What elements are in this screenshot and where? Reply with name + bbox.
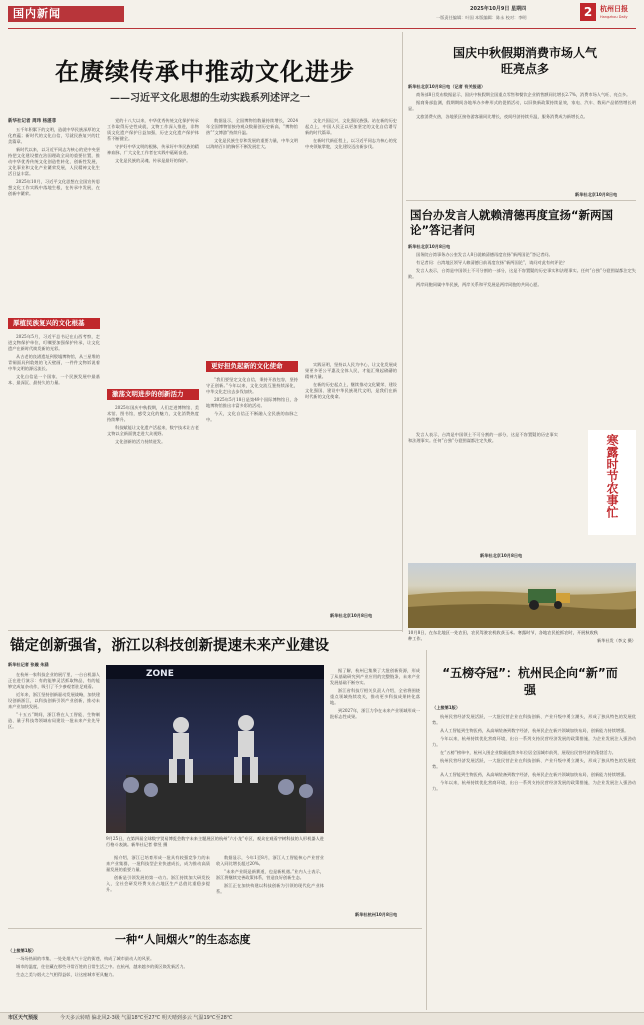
paragraph: “我们要坚定文化自信，秉持开放包容，坚持守正创新。”今年以来，文化交流互鉴持续深化，中华文化走出去步伐加快。	[206, 377, 298, 394]
second-col4	[330, 668, 420, 908]
paragraph: 科技赋能让文化遗产活起来，数字技术让古老文物以全新面貌走进大众视野。	[107, 425, 199, 436]
page-number: 2	[580, 3, 596, 21]
harvest-scene-icon	[408, 563, 636, 628]
lead-title: 在赓续传承中推动文化进步	[55, 58, 355, 86]
paragraph: 据了解，杭州已集聚了大批创新资源，形成了从基础研究到产业应用的完整链条，未来产业发展基础不断夯实。	[330, 668, 420, 685]
fourth-byline: （上接第1版）	[8, 948, 37, 953]
weather-text: 今天多云转晴 偏北风2-3级 气温18℃至27℃ 明天晴到多云 气温19℃至28℃	[60, 1015, 233, 1021]
lead-col4b	[305, 362, 397, 612]
paragraph: 一场场热闹的市集、一处处烟火气十足的街巷，构成了城市最动人的风景。	[16, 956, 155, 961]
right2-body	[408, 252, 636, 427]
paragraph: 杭州民营经济发展活跃，一大批民营企业在科技创新、产业升级中勇立潮头，形成了独具特色的发展优势。	[432, 714, 636, 725]
paragraph: 浙江省科技厅相关负责人介绍，全省将围绕重点领域持续攻关，推动更多科技成果转化落地。	[330, 688, 420, 705]
paragraph: 文旅消费火热，各地景区接待游客量同比增长，夜间经济持续升温，服务消费成为新增长点。	[416, 114, 588, 119]
paragraph: 在杭州一家科技企业的展厅里，一台台机器人正在进行演示：有的能够灵活抓取物品，有的能够完成复杂动作，吸引了不少参观者驻足观看。	[8, 672, 100, 689]
harvest-credit: 新华社发（李文 摄）	[596, 638, 636, 643]
paragraph: 实践证明，坚持以人民为中心，让文化发展成果更多更公平惠及全体人民，才能汇聚起磅礴的精神力量。	[305, 362, 397, 379]
rule	[406, 200, 636, 201]
robot-photo	[106, 665, 324, 833]
paragraph: 近年来，浙江坚持创新驱动发展战略，加快建设创新浙江，以科技创新引领产业创新，推动未来产业加快发展。	[8, 692, 100, 709]
paragraph: 据商务部监测，假期期间各地举办多种形式的促销活动，以旧换新政策持续显效，家电、汽车、数码产品销售增长明显。	[408, 100, 636, 111]
paragraph: 文化创新的活力持续迸发。	[115, 439, 166, 444]
lead-subtitle: ——习近平文化思想的生动实践系列述评之一	[110, 93, 310, 104]
second-col1	[8, 672, 100, 922]
paragraph: 商务部8日发布数据显示，国庆中秋假期全国重点零售和餐饮企业销售额同比增长2.7%，消费市场人气旺、亮点多。	[416, 92, 631, 97]
paragraph: 到2027年，浙江力争在未来产业领域形成一批标志性成果。	[330, 708, 420, 719]
paragraph: 有记者问：台湾地区领导人赖清德日前再度宣扬“新两国论”，请问对此有何评论？	[416, 260, 567, 265]
lead-col4	[305, 118, 397, 358]
rule	[8, 928, 422, 929]
vertical-rule	[402, 32, 403, 632]
lead-col2b	[107, 405, 199, 625]
second-col3	[216, 855, 324, 925]
right2-byline: 新华社北京10月8日电	[408, 244, 451, 249]
page-date: 2025年10月9日 星期四	[470, 6, 527, 12]
paragraph: 五千年积累下的文明，造就中华民族深厚的文化底蕴；新时代的文化自信，写就民族复兴的壮美篇章。	[8, 127, 100, 144]
paragraph: “十五五”期间，浙江将在人工智能、生物制造、量子科技等领域布局建设一批未来产业先导区。	[8, 712, 100, 729]
lead-subhead-3: 更好担负起新的文化使命	[206, 361, 298, 372]
fourth-body	[8, 956, 422, 1008]
lead-byline: 新华社记者 周玮 杨湛菲	[8, 119, 57, 124]
paragraph: 数据显示，全国博物馆数量持续增长，2024年全国博物馆接待观众数量创历史新高，“博物馆热”“文博游”持续升温。	[206, 118, 298, 135]
paragraph: 党的十八大以来，中华优秀传统文化保护传承工作取得历史性成就，文物工作深入推进，非物质文化遗产保护日益加强，历史文化遗产保护体系不断健全。	[107, 118, 199, 141]
paragraph: 从人工智能到生物医药，从高端装备到数字经济，杭州民企在新兴领域加快布局，创新能力持续增强。	[440, 772, 629, 777]
lead-col3b	[206, 377, 298, 625]
right2-body-lower	[408, 432, 558, 550]
paragraph: 新时代以来，以习近平同志为核心的党中央坚持把文化建设摆在治国理政全局的重要位置，推动中华优秀传统文化创造性转化、创新性发展，文化事业和文化产业繁荣发展，人民精神文化生活日益丰富。	[8, 147, 100, 176]
paper-logo-sub: Hangzhou Daily	[600, 15, 628, 19]
second-title: 锚定创新强省，浙江以科技创新提速未来产业建设	[10, 638, 329, 654]
paragraph: 2025年5月18日是第49个国际博物馆日，各地博物馆推出丰富多彩的活动。	[206, 397, 298, 408]
paragraph: 守护好中华文明的根脉，传承好中华民族的精神血脉，广大文化工作者在实践中砥砺奋进。	[107, 144, 199, 155]
weather-label: 市区天气预报	[8, 1015, 39, 1021]
rule	[8, 630, 402, 631]
paragraph: 城市的温度，往往藏在那些寻常百姓的日常生活之中。在杭州，越来越多的街区焕发新活力。	[16, 964, 188, 969]
lead-subhead-2: 激荡文明进步的创新活力	[107, 389, 199, 400]
paragraph: 今年以来，杭州持续优化营商环境，出台一系列支持民营经济发展的政策措施，为企业发展注入强劲动力。	[432, 736, 636, 747]
paper-logo: 杭州日报	[600, 4, 628, 13]
right1-dateline: 新华社北京10月8日电	[575, 192, 618, 197]
lead-subhead-1: 厚植民族复兴的文化根基	[8, 318, 100, 329]
lead-col2	[107, 118, 199, 348]
paragraph: 今年以来，杭州持续优化营商环境，出台一系列支持民营经济发展的政策措施，为企业发展注入强劲动力。	[432, 780, 636, 791]
page-editors: 一版责任编辑：叶国 本版编辑：陈永 校对：李明	[436, 15, 527, 20]
paragraph: 据介绍，浙江已培育形成一批具有较强竞争力的未来产业集群，一批科技型企业快速成长，成为推动高质量发展的重要力量。	[106, 855, 210, 872]
right2-title: 国台办发言人就赖清德再度宣扬“新两国论”答记者问	[410, 208, 614, 237]
third-body	[432, 714, 636, 1010]
vertical-rule	[426, 650, 427, 1010]
paragraph: 2025年国庆中秋假期，人们走进博物馆、美术馆、图书馆，感受文化的魅力，文化消费热度持续攀升。	[107, 405, 199, 422]
paragraph: 文化是民族生存和发展的重要力量，中华文明以海纳百川的胸怀不断发展壮大。	[206, 138, 298, 149]
right1-body	[408, 92, 636, 190]
fourth-title: 一种“人间烟火”的生态态度	[115, 933, 251, 946]
paragraph: 从古老的良渚遗址到殷墟博物馆，从三星堆的青铜面具到敦煌的飞天壁画，一件件文物诉说着中华文明的源远流长。	[8, 354, 100, 371]
lead-col1b	[8, 334, 100, 624]
paragraph: 国务院台湾事务办公室发言人8日就赖清德再度宣扬“新两国论”答记者问。	[416, 252, 553, 257]
side-photo-title-text: 寒露时节农事忙	[605, 434, 619, 518]
lead-col1	[8, 127, 100, 315]
second-byline: 新华社记者 张璇 朱涵	[8, 662, 49, 667]
robot-photo-caption: 9月25日，在第四届全球数字贸易博览会数字未来主题展区的杭州“六小龙”专区，观众在观看宇树科技的人形机器人进行格斗表演。新华社记者 徐昱 摄	[106, 836, 324, 847]
paragraph: 创新是引领发展的第一动力。浙江持续加大研发投入，全社会研发经费支出占地区生产总值比重稳步提升。	[106, 875, 210, 892]
paragraph: 在“五榜”榜单中，杭州入围企业数量连续多年位居全国城市前列，展现出民营经济的蓬勃活力。	[440, 750, 616, 755]
paragraph: 文化是民族的灵魂，传承是最好的保护。	[115, 158, 191, 163]
paragraph: 数据显示，今年1至8月，浙江人工智能核心产业营业收入同比增长超过20%。	[216, 855, 324, 866]
paragraph: 文化自信是一个国家、一个民族发展中最基本、最深沉、最持久的力量。	[8, 374, 100, 385]
svg-text:ZONE: ZONE	[146, 669, 174, 679]
lead-dateline: 新华社北京10月8日电	[330, 613, 373, 618]
paragraph: 在新的历史起点上，继续推动文化繁荣、建设文化强国、建设中华民族现代文明，是我们在新时代新的文化使命。	[305, 382, 397, 399]
masthead-rule	[8, 28, 636, 29]
paragraph: 杭州民营经济发展活跃，一大批民营企业在科技创新、产业升级中勇立潮头，形成了独具特色的发展优势。	[432, 758, 636, 769]
paragraph: 发言人表示，台湾是中国领土不可分割的一部分，这是不容置疑的历史事实和法理事实。任何“台独”分裂图谋都注定失败。	[408, 268, 636, 279]
paragraph: 从人工智能到生物医药，从高端装备到数字经济，杭州民企在新兴领域加快布局，创新能力持续增强。	[440, 728, 629, 733]
second-col2	[106, 855, 210, 925]
right1-title: 国庆中秋假期消费市场人气旺亮点多	[452, 46, 597, 76]
harvest-photo	[408, 563, 636, 628]
paragraph: 2025年5月，习近平总书记在山西考察，走进文物保护单位，叮嘱要加强保护传承，让文化遗产在新时代焕发新的光彩。	[8, 334, 100, 351]
lead-col3	[206, 118, 298, 358]
section-label: 国内新闻	[13, 7, 61, 20]
robot-scene-icon	[106, 665, 324, 833]
paragraph: 2025年10月，习近平文化思想在全国宣传思想文化工作实践中落地生根，在传承中发展，在创新中繁荣。	[8, 179, 100, 196]
paragraph: 今天，文化自信正不断融入全民族的血脉之中。	[206, 411, 298, 422]
paragraph: 两岸同胞同属中华民族，两岸关系和平发展是两岸同胞的共同心愿。	[416, 282, 542, 287]
right1-byline: 新华社北京10月8日电（记者 有关报道）	[408, 84, 486, 89]
second-dateline: 新华社杭州10月8日电	[355, 912, 398, 917]
harvest-caption: 10月8日，在东北地区一处农田，农民驾驶农机收获玉米。寒露时节，各地农民抢抓农时，开展秋收秋种工作。	[408, 630, 598, 641]
masthead	[0, 0, 644, 28]
right2-dateline: 新华社北京10月8日电	[480, 553, 523, 558]
third-byline: （上接第1版）	[432, 705, 461, 710]
third-title: “五榜夺冠”：杭州民企向“新”而强	[442, 666, 618, 697]
paragraph: 文化兴国运兴，文化强民族强。站在新的历史起点上，中国人民正以更加坚定的文化自信谱写新的时代篇章。	[305, 118, 397, 135]
paragraph: 在新时代新征程上，以习近平同志为核心的党中央领航掌舵，文化建设迈出新步伐。	[305, 138, 397, 149]
paragraph: “未来产业既是新赛道，也是新机遇。”业内人士表示，浙江将继续完善政策体系，营造良好创新生态。	[216, 869, 324, 880]
paragraph: 生态之美与烟火之气相得益彰，让这座城市更具魅力。	[16, 972, 117, 977]
paragraph: 发言人表示，台湾是中国领土不可分割的一部分，这是不容置疑的历史事实和法理事实。任何“台独”分裂图谋都注定失败。	[408, 432, 558, 443]
side-photo-title	[588, 430, 636, 535]
paragraph: 浙江正在加快构建以科技创新为引领的现代化产业体系。	[216, 883, 324, 894]
